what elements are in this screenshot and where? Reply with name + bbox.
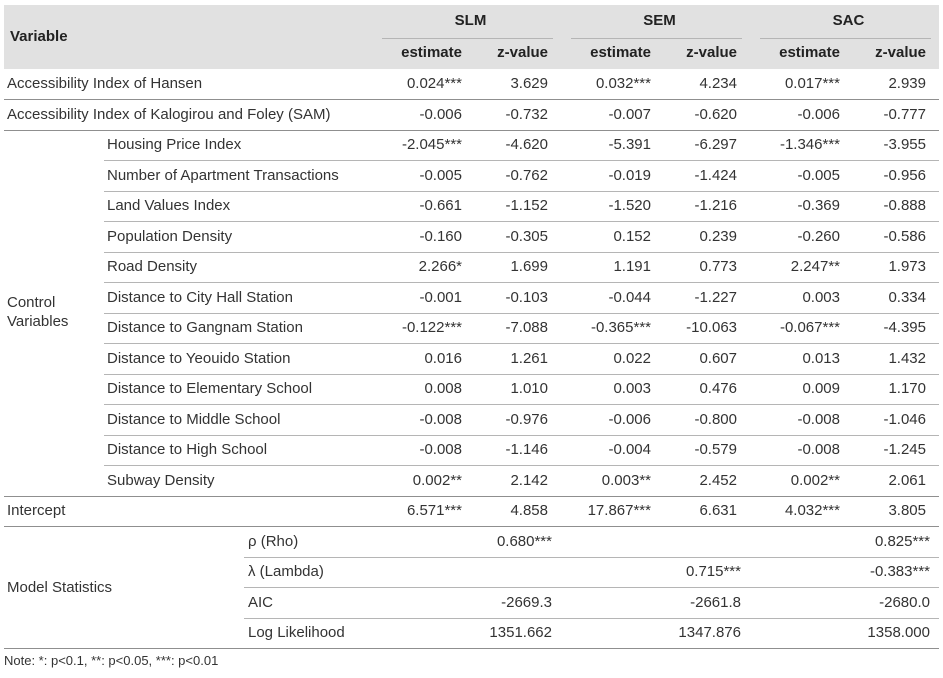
row-label: Distance to Yeouido Station	[107, 349, 291, 367]
statistic-value: 0.680***	[496, 532, 552, 550]
zvalue-value: 6.631	[699, 502, 737, 519]
statistic-label: λ (Lambda)	[248, 563, 324, 580]
estimate-value: 0.152	[613, 227, 651, 245]
header-zvalue: z-value	[497, 44, 548, 61]
row-label: Distance to City Hall Station	[107, 288, 293, 306]
estimate-value: 1.191	[613, 258, 651, 275]
zvalue-value: -0.888	[883, 197, 926, 214]
estimate-value: -0.006	[797, 105, 840, 123]
header-variable: Variable	[10, 28, 68, 45]
estimate-value: 6.571***	[406, 502, 462, 519]
statistic-value	[617, 527, 741, 557]
statistic-value: 0.825***	[874, 532, 930, 550]
estimate-value: -1.520	[608, 197, 651, 214]
zvalue-value: -0.800	[694, 410, 737, 428]
estimate-value: -5.391	[608, 136, 651, 153]
estimate-value: -0.160	[419, 227, 462, 245]
zvalue-value: -1.146	[505, 441, 548, 458]
estimate-value: 2.247**	[790, 258, 840, 275]
estimate-value: -0.006	[419, 105, 462, 123]
row-label: Number of Apartment Transactions	[107, 166, 339, 184]
estimate-value: -0.122***	[401, 319, 462, 336]
row-label: Distance to High School	[107, 441, 268, 458]
estimate-value: 0.017***	[784, 75, 840, 92]
zvalue-value: -1.227	[694, 288, 737, 306]
estimate-value: 4.032***	[784, 502, 840, 519]
estimate-value: -0.369	[797, 197, 840, 214]
header-model-0: SLM	[454, 12, 487, 29]
estimate-value: 0.009	[802, 380, 840, 397]
zvalue-value: 1.973	[888, 258, 926, 275]
zvalue-value: -1.216	[694, 197, 737, 214]
statistic-value: -2669.3	[501, 593, 552, 611]
table-bottom-border	[4, 648, 939, 649]
zvalue-value: -10.063	[686, 319, 737, 336]
header-estimate: estimate	[590, 44, 651, 61]
estimate-value: 0.013	[802, 349, 840, 367]
estimate-value: -0.005	[797, 166, 840, 184]
estimate-value: 0.002**	[412, 471, 462, 489]
estimate-value: 0.016	[424, 349, 462, 367]
zvalue-value: -4.620	[505, 136, 548, 153]
estimate-value: -0.661	[419, 197, 462, 214]
zvalue-value: 1.170	[888, 380, 926, 397]
row-label: Accessibility Index of Hansen	[7, 75, 203, 92]
zvalue-value: 2.452	[699, 471, 737, 489]
zvalue-value: -1.152	[505, 197, 548, 214]
estimate-value: -0.067***	[779, 319, 840, 336]
row-label: Housing Price Index	[107, 136, 242, 153]
zvalue-value: -0.305	[505, 227, 548, 245]
zvalue-value: -3.955	[883, 136, 926, 153]
estimate-value: 0.003**	[601, 471, 651, 489]
header-model-1: SEM	[643, 12, 676, 29]
header-estimate: estimate	[779, 44, 840, 61]
estimate-value: -0.008	[797, 410, 840, 428]
zvalue-value: -0.586	[883, 227, 926, 245]
estimate-value: -0.001	[419, 288, 462, 306]
row-label: Intercept	[7, 502, 66, 519]
zvalue-value: -0.956	[883, 166, 926, 184]
zvalue-value: 1.010	[510, 380, 548, 397]
zvalue-value: 0.476	[699, 380, 737, 397]
control-variables-label: Variables	[7, 313, 69, 330]
estimate-value: 0.024***	[406, 75, 462, 92]
zvalue-value: -0.579	[694, 441, 737, 458]
zvalue-value: 3.629	[510, 75, 548, 92]
zvalue-value: -0.620	[694, 105, 737, 123]
zvalue-value: 1.432	[888, 349, 926, 367]
statistic-value	[428, 557, 552, 587]
estimate-value: 0.002**	[790, 471, 840, 489]
zvalue-value: -0.777	[883, 105, 926, 123]
estimate-value: -0.007	[608, 105, 651, 123]
row-label: Distance to Elementary School	[107, 380, 313, 397]
zvalue-value: 0.334	[888, 288, 926, 306]
estimate-value: 17.867***	[587, 502, 651, 519]
estimate-value: -0.005	[419, 166, 462, 184]
zvalue-value: 4.234	[699, 75, 737, 92]
estimate-value: -0.365***	[590, 319, 651, 336]
header-zvalue: z-value	[875, 44, 926, 61]
table-note: Note: *: p<0.1, **: p<0.05, ***: p<0.01	[4, 653, 219, 668]
header-estimate: estimate	[401, 44, 462, 61]
zvalue-value: -1.424	[694, 166, 737, 184]
zvalue-value: -6.297	[694, 136, 737, 153]
statistic-value: -2680.0	[879, 593, 930, 611]
row-label: Accessibility Index of Kalogirou and Foley (SAM)	[7, 105, 331, 123]
zvalue-value: 4.858	[510, 502, 548, 519]
control-variables-label: Control	[7, 294, 56, 311]
row-label: Road Density	[107, 258, 198, 275]
estimate-value: -0.008	[419, 410, 462, 428]
statistic-value: 0.715***	[685, 563, 741, 580]
statistic-value: 1351.662	[489, 624, 552, 641]
zvalue-value: 0.607	[699, 349, 737, 367]
zvalue-value: 0.239	[699, 227, 737, 245]
statistic-label: ρ (Rho)	[248, 532, 299, 550]
model-statistics-label: Model Statistics	[7, 578, 113, 596]
row-label: Distance to Middle School	[107, 410, 281, 428]
zvalue-value: -4.395	[883, 319, 926, 336]
estimate-value: -0.044	[608, 288, 651, 306]
zvalue-value: -7.088	[505, 319, 548, 336]
statistic-value: 1358.000	[867, 624, 930, 641]
statistic-label: Log Likelihood	[248, 624, 345, 641]
zvalue-value: 2.939	[888, 75, 926, 92]
zvalue-value: 2.142	[510, 471, 548, 489]
zvalue-value: 2.061	[888, 471, 926, 489]
estimate-value: 0.003	[613, 380, 651, 397]
estimate-value: -0.008	[419, 441, 462, 458]
zvalue-value: -0.762	[505, 166, 548, 184]
estimate-value: -0.008	[797, 441, 840, 458]
estimate-value: 2.266*	[418, 258, 462, 275]
row-label: Subway Density	[107, 471, 215, 489]
statistic-value: 1347.876	[678, 624, 741, 641]
estimate-value: -0.006	[608, 410, 651, 428]
row-label: Land Values Index	[107, 197, 231, 214]
estimate-value: 0.008	[424, 380, 462, 397]
zvalue-value: -0.732	[505, 105, 548, 123]
estimate-value: -0.004	[608, 441, 651, 458]
row-label: Distance to Gangnam Station	[107, 319, 303, 336]
estimate-value: -0.019	[608, 166, 651, 184]
estimate-value: 0.032***	[595, 75, 651, 92]
estimate-value: -1.346***	[779, 136, 840, 153]
estimate-value: -2.045***	[401, 136, 462, 153]
estimate-value: 0.003	[802, 288, 840, 306]
estimate-value: -0.260	[797, 227, 840, 245]
zvalue-value: 1.261	[510, 349, 548, 367]
zvalue-value: -0.103	[505, 288, 548, 306]
estimate-value: 0.022	[613, 349, 651, 367]
statistic-value: -0.383***	[869, 563, 930, 580]
zvalue-value: 1.699	[510, 258, 548, 275]
header-zvalue: z-value	[686, 44, 737, 61]
zvalue-value: 0.773	[699, 258, 737, 275]
zvalue-value: -1.245	[883, 441, 926, 458]
statistic-label: AIC	[248, 593, 274, 611]
statistic-value: -2661.8	[690, 593, 741, 611]
zvalue-value: -1.046	[883, 410, 926, 428]
header-model-2: SAC	[832, 12, 865, 29]
zvalue-value: 3.805	[888, 502, 926, 519]
zvalue-value: -0.976	[505, 410, 548, 428]
row-label: Population Density	[107, 227, 233, 245]
